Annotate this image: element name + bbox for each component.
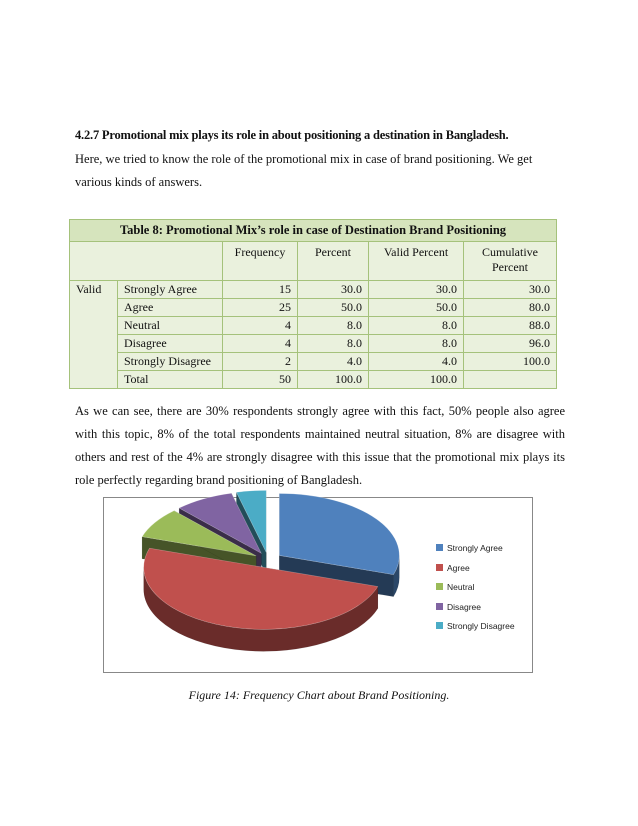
cell-valid-percent: 8.0 xyxy=(369,335,464,353)
cell-valid-percent: 4.0 xyxy=(369,353,464,371)
legend-label: Disagree xyxy=(447,601,482,612)
intro-paragraph: Here, we tried to know the role of the promotional mix in case of brand positioning. We get various kinds of answers. xyxy=(75,152,533,189)
table-row xyxy=(70,281,557,299)
cell-percent: 8.0 xyxy=(298,317,369,335)
cell-valid-percent: 30.0 xyxy=(369,281,464,299)
analysis-paragraph: As we can see, there are 30% respondents strongly agree with this fact, 50% people also agree with this topic, 8% of the total respondents maintained neutral situation, 8% are disagree with others and rest of the 4% are strongly disagree with this issue that the promotional mix plays its role perfectly regarding brand positioning of Bangladesh. xyxy=(75,404,565,487)
legend-swatch xyxy=(436,603,443,610)
cell-valid-percent: 8.0 xyxy=(369,317,464,335)
legend-swatch xyxy=(436,544,443,551)
col-header-frequency: Frequency xyxy=(223,242,298,281)
cell-percent: 30.0 xyxy=(298,281,369,299)
cell-cumulative xyxy=(464,371,557,389)
cell-percent: 50.0 xyxy=(298,299,369,317)
legend-item xyxy=(436,621,515,641)
legend-swatch xyxy=(436,583,443,590)
legend-item xyxy=(436,563,515,583)
cell-frequency: 15 xyxy=(223,281,298,299)
table-row xyxy=(70,353,557,371)
legend-item xyxy=(436,602,515,622)
cell-frequency: 25 xyxy=(223,299,298,317)
table-title: Table 8: Promotional Mix’s role in case of Destination Brand Positioning xyxy=(70,220,557,242)
cell-cumulative: 80.0 xyxy=(464,299,557,317)
cell-frequency: 2 xyxy=(223,353,298,371)
row-label: Neutral xyxy=(118,317,223,335)
cell-frequency: 4 xyxy=(223,317,298,335)
legend-label: Strongly Disagree xyxy=(447,621,515,631)
cell-frequency: 50 xyxy=(223,371,298,389)
figure-caption: Figure 14: Frequency Chart about Brand Positioning. xyxy=(188,688,450,702)
cell-valid-percent: 100.0 xyxy=(369,371,464,389)
legend-label: Agree xyxy=(447,562,470,573)
cell-percent: 4.0 xyxy=(298,353,369,371)
cell-cumulative: 96.0 xyxy=(464,335,557,353)
legend-swatch xyxy=(436,622,443,629)
cell-valid-percent: 50.0 xyxy=(369,299,464,317)
cell-cumulative: 88.0 xyxy=(464,317,557,335)
cell-frequency: 4 xyxy=(223,335,298,353)
legend-label: Strongly Agree xyxy=(447,543,503,553)
row-label: Strongly Disagree xyxy=(118,353,223,371)
cell-cumulative: 30.0 xyxy=(464,281,557,299)
row-group-label: Valid xyxy=(70,281,118,389)
col-header-valid-percent: Valid Percent xyxy=(369,242,464,281)
row-label: Total xyxy=(118,371,223,389)
legend-item xyxy=(436,582,515,602)
table-row xyxy=(70,299,557,317)
table-header-blank xyxy=(70,242,223,281)
table-row xyxy=(70,317,557,335)
section-heading: 4.2.7 Promotional mix plays its role in about positioning a destination in Bangladesh. xyxy=(75,128,509,142)
legend-item xyxy=(436,543,515,563)
table-row xyxy=(70,335,557,353)
legend-label: Neutral xyxy=(447,582,475,592)
col-header-percent: Percent xyxy=(298,242,369,281)
cell-percent: 8.0 xyxy=(298,335,369,353)
cell-percent: 100.0 xyxy=(298,371,369,389)
row-label: Disagree xyxy=(118,335,223,353)
chart-legend xyxy=(436,543,515,641)
cell-cumulative: 100.0 xyxy=(464,353,557,371)
legend-swatch xyxy=(436,564,443,571)
col-header-cumulative-percent: Cumulative Percent xyxy=(464,242,557,281)
row-label: Strongly Agree xyxy=(118,281,223,299)
row-label: Agree xyxy=(118,299,223,317)
frequency-table xyxy=(69,219,557,389)
table-row xyxy=(70,371,557,389)
